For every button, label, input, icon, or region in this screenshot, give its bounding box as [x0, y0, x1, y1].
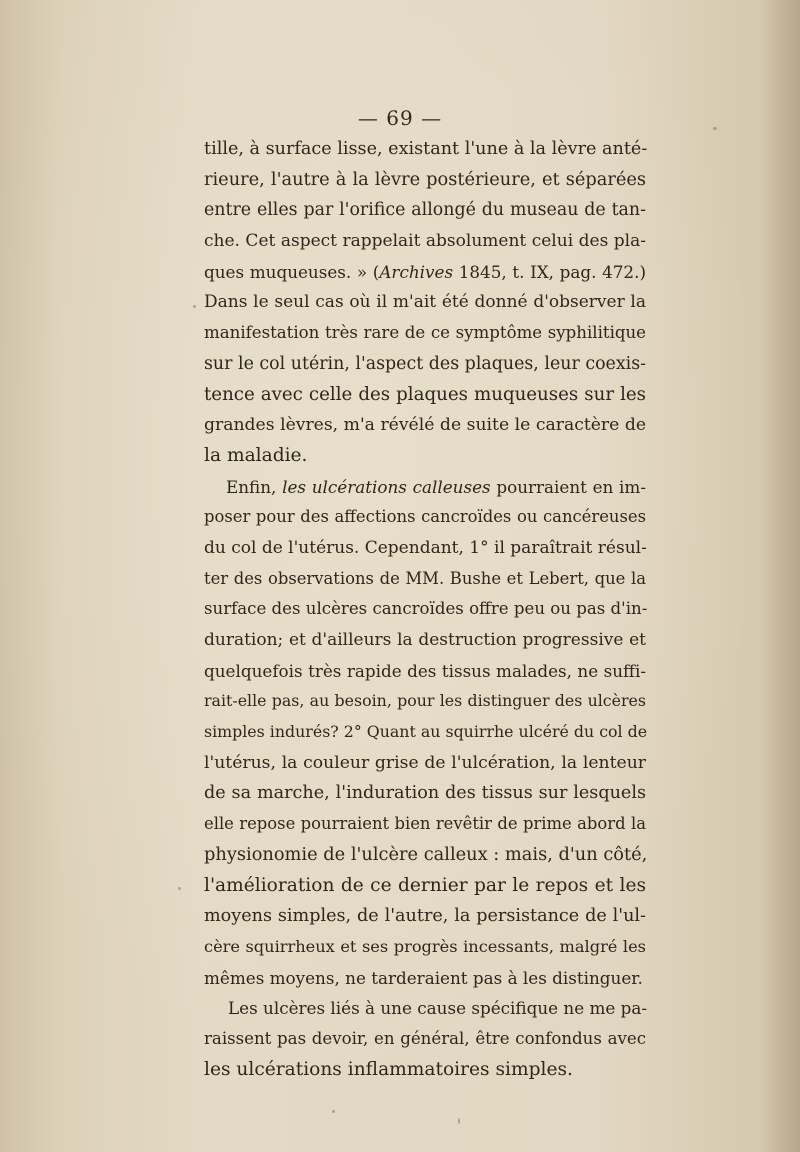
text-line: l'utérus, la couleur grise de l'ulcération, la lenteur: [204, 752, 646, 773]
text-line: rieure, l'autre à la lèvre postérieure, et séparées: [204, 168, 646, 190]
text-line: Les ulcères liés à une cause spécifique ne me pa-: [228, 998, 648, 1019]
text-line: du col de l'utérus. Cependant, 1° il paraîtrait résul-: [204, 537, 647, 558]
text-line: ques muqueuses. » (Archives 1845, t. IX, pag. 472.): [204, 261, 646, 282]
italic-term: les ulcérations calleuses: [282, 476, 491, 497]
text-line: rait-elle pas, au besoin, pour les distinguer des ulcères: [204, 691, 646, 711]
text-line: Enfin, les ulcérations calleuses pourraient en im-: [226, 476, 647, 497]
text-line: l'amélioration de ce dernier par le repos et les: [204, 874, 646, 896]
text-line: Dans le seul cas où il m'ait été donné d'observer la: [204, 292, 646, 313]
text-line: les ulcérations inflammatoires simples.: [204, 1058, 573, 1080]
paper-speck: [178, 887, 181, 890]
paper-speck: [713, 127, 717, 130]
text-line: quelquefois très rapide des tissus malades, ne suffi-: [204, 660, 646, 681]
text-line: simples indurés? 2° Quant au squirrhe ulcéré du col de: [204, 722, 648, 742]
page-number: — 69 —: [357, 106, 443, 130]
journal-title: Archives: [379, 261, 454, 282]
text-line: cère squirrheux et ses progrès incessants, malgré les: [204, 936, 646, 956]
text-line: duration; et d'ailleurs la destruction progressive et: [204, 630, 646, 650]
text-line: elle repose pourraient bien revêtir de prime abord la: [204, 814, 646, 834]
page-edge-shadow: [760, 0, 800, 1152]
text-line: physionomie de l'ulcère calleux : mais, d'un côté,: [204, 843, 648, 865]
paper-speck: [332, 1110, 335, 1113]
text-line: ter des observations de MM. Bushe et Lebert, que la: [204, 568, 646, 588]
text-line: poser pour des affections cancroïdes ou cancéreuses: [204, 507, 646, 527]
text-line: mêmes moyens, ne tarderaient pas à les distinguer.: [204, 967, 643, 988]
text-line: raissent pas devoir, en général, être confondus avec: [204, 1028, 646, 1048]
text-line: tence avec celle des plaques muqueuses sur les: [204, 383, 646, 405]
text-line: la maladie.: [204, 444, 308, 466]
text-line: de sa marche, l'induration des tissus sur lesquels: [204, 783, 646, 804]
body-text: [204, 134, 646, 1085]
paper-speck: [458, 1118, 460, 1124]
text-line: moyens simples, de l'autre, la persistance de l'ul-: [204, 906, 646, 927]
text-line: sur le col utérin, l'aspect des plaques, leur coexis-: [204, 353, 646, 374]
text-line: surface des ulcères cancroïdes offre peu ou pas d'in-: [204, 599, 648, 619]
paper-speck: [193, 305, 196, 308]
text-line: manifestation très rare de ce symptôme syphilitique: [204, 323, 646, 343]
text-line: che. Cet aspect rappelait absolument celui des pla-: [204, 231, 646, 252]
text-line: tille, à surface lisse, existant l'une à la lèvre anté-: [204, 139, 648, 159]
text-line: entre elles par l'orifice allongé du museau de tan-: [204, 200, 646, 221]
text-line: grandes lèvres, m'a révélé de suite le caractère de: [204, 415, 646, 436]
